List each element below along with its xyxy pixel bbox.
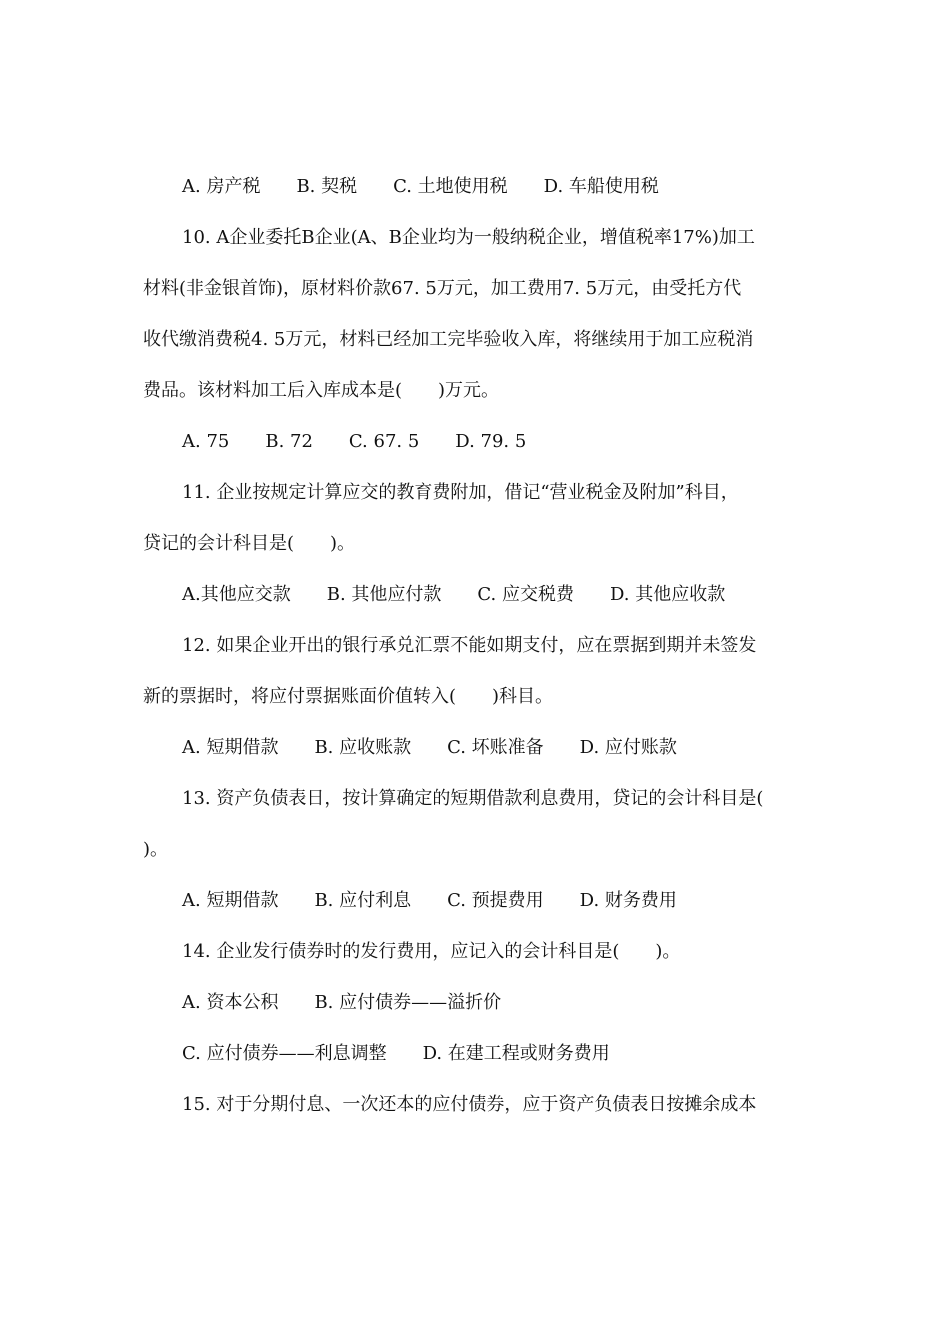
q15-text-line-1: 15. 对于分期付息、一次还本的应付债券，应于资产负债表日按摊余成本 bbox=[182, 1094, 757, 1115]
q11-text-line-2: 贷记的会计科目是( )。 bbox=[143, 533, 356, 554]
q10-text-line-1: 10. A企业委托B企业(A、B企业均为一般纳税企业，增值税率17%)加工 bbox=[182, 227, 755, 248]
q12-text-line-2: 新的票据时，将应付票据账面价值转入( )科目。 bbox=[143, 686, 554, 707]
q11-options: A.其他应交款 B. 其他应付款 C. 应交税费 D. 其他应收款 bbox=[182, 584, 726, 605]
q12-options: A. 短期借款 B. 应收账款 C. 坏账准备 D. 应付账款 bbox=[182, 737, 677, 758]
q14-options-line-1: A. 资本公积 B. 应付债券——溢折价 bbox=[182, 992, 502, 1013]
q10-options: A. 75 B. 72 C. 67. 5 D. 79. 5 bbox=[182, 431, 527, 452]
q10-text-line-3: 收代缴消费税4. 5万元，材料已经加工完毕验收入库，将继续用于加工应税消 bbox=[143, 329, 754, 350]
q10-text-line-4: 费品。该材料加工后入库成本是( )万元。 bbox=[143, 380, 500, 401]
q11-text-line-1: 11. 企业按规定计算应交的教育费附加，借记“营业税金及附加”科目， bbox=[182, 482, 739, 503]
q13-text-line-2: )。 bbox=[143, 839, 169, 860]
q14-text-line-1: 14. 企业发行债券时的发行费用，应记入的会计科目是( )。 bbox=[182, 941, 681, 962]
q13-text-line-1: 13. 资产负债表日，按计算确定的短期借款利息费用，贷记的会计科目是( bbox=[182, 788, 764, 809]
q12-text-line-1: 12. 如果企业开出的银行承兑汇票不能如期支付，应在票据到期并未签发 bbox=[182, 635, 757, 656]
q14-options-line-2: C. 应付债券——利息调整 D. 在建工程或财务费用 bbox=[182, 1043, 610, 1064]
q9-options: A. 房产税 B. 契税 C. 土地使用税 D. 车船使用税 bbox=[182, 176, 659, 197]
q10-text-line-2: 材料(非金银首饰)，原材料价款67. 5万元，加工费用7. 5万元，由受托方代 bbox=[143, 278, 742, 299]
q13-options: A. 短期借款 B. 应付利息 C. 预提费用 D. 财务费用 bbox=[182, 890, 677, 911]
